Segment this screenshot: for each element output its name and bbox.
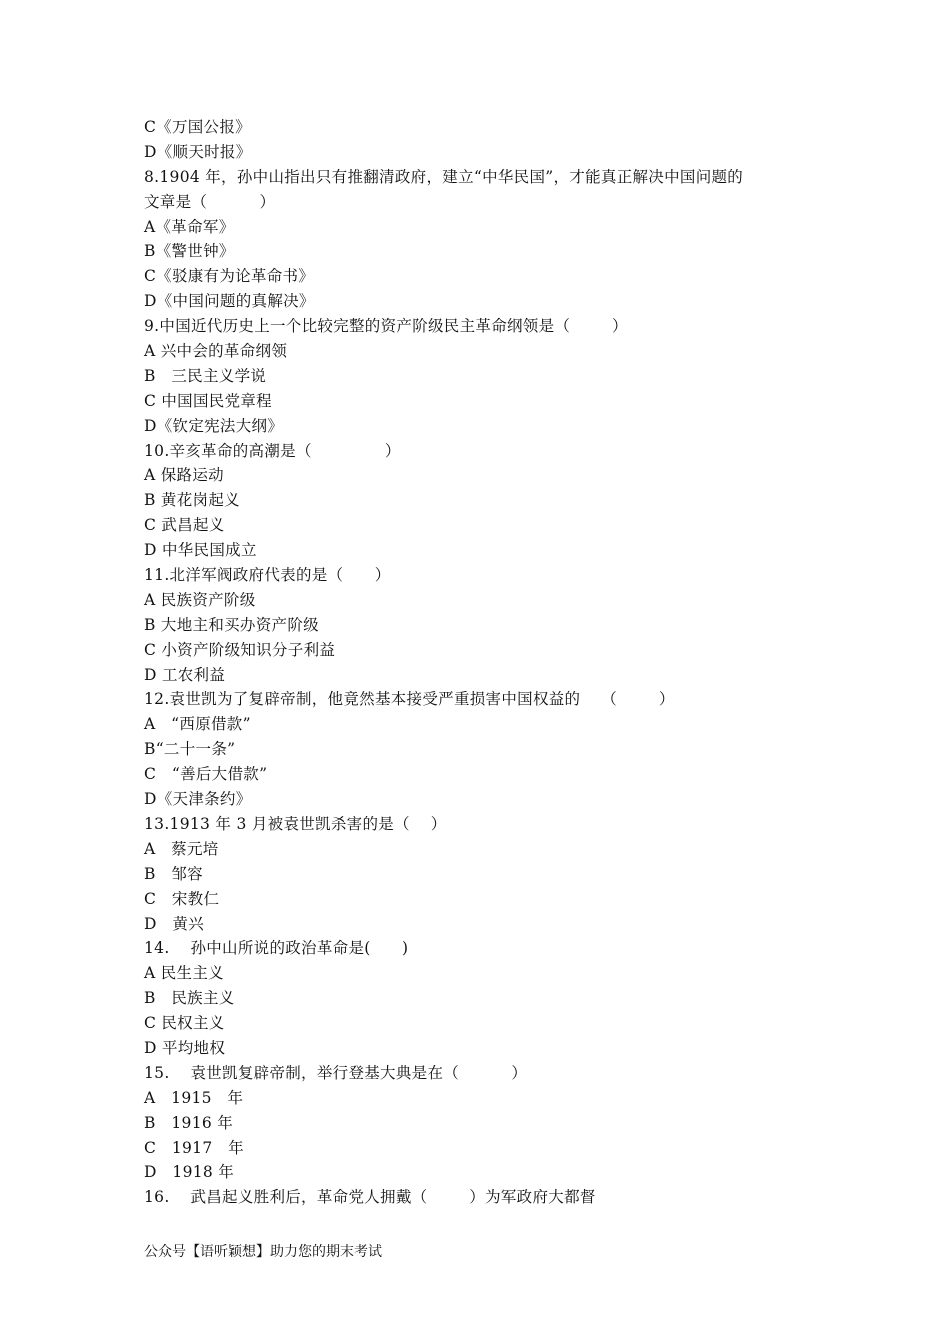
question-text-body <box>144 115 824 1210</box>
text-line: 9.中国近代历史上一个比较完整的资产阶级民主革命纲领是（ ） <box>144 317 628 336</box>
text-line: B 黄花岗起义 <box>144 491 240 510</box>
text-line: D《天津条约》 <box>144 790 252 809</box>
text-line: A《革命军》 <box>144 217 235 236</box>
text-line: C 民权主义 <box>144 1014 225 1033</box>
text-line: A “西原借款” <box>144 715 251 734</box>
text-line: B 民族主义 <box>144 989 235 1008</box>
text-line: C《驳康有为论革命书》 <box>144 267 315 286</box>
text-line: 14. 孙中山所说的政治革命是( ) <box>144 939 409 958</box>
text-line: B 大地主和买办资产阶级 <box>144 615 319 634</box>
text-line: A 民族资产阶级 <box>144 590 256 609</box>
text-line: B“二十一条” <box>144 740 236 759</box>
text-line: D 黄兴 <box>144 914 205 933</box>
text-line: B 三民主义学说 <box>144 366 267 385</box>
text-line: 13.1913 年 3 月被袁世凯杀害的是（ ） <box>144 814 447 833</box>
text-line: A 蔡元培 <box>144 839 219 858</box>
text-line: 文章是（ ） <box>144 192 276 211</box>
text-line: B 邹容 <box>144 864 203 883</box>
text-line: C 小资产阶级知识分子利益 <box>144 640 336 659</box>
text-line: 15. 袁世凯复辟帝制，举行登基大典是在（ ） <box>144 1063 528 1082</box>
text-line: B《警世钟》 <box>144 242 235 261</box>
text-line: C《万国公报》 <box>144 118 251 136</box>
text-line: D 1918 年 <box>144 1163 235 1182</box>
text-line: 11.北洋军阀政府代表的是（ ） <box>144 566 391 585</box>
text-line: A 兴中会的革命纲领 <box>144 342 288 361</box>
text-line: A 1915 年 <box>144 1088 244 1107</box>
text-line: C 1917 年 <box>144 1138 244 1157</box>
text-line: C 武昌起义 <box>144 516 225 535</box>
text-line: D《中国问题的真解决》 <box>144 292 315 311</box>
text-line: A 保路运动 <box>144 466 224 485</box>
text-line: 16. 武昌起义胜利后，革命党人拥戴（ ）为军政府大都督 <box>144 1188 596 1207</box>
text-line: 12.袁世凯为了复辟帝制，他竟然基本接受严重损害中国权益的 （ ） <box>144 690 675 709</box>
page-footer: 公众号【语听颖想】助力您的期末考试 <box>144 1244 382 1260</box>
text-line: D 平均地权 <box>144 1038 226 1057</box>
text-line: C “善后大借款” <box>144 765 268 784</box>
text-line: 8.1904 年，孙中山指出只有推翻清政府，建立“中华民国”，才能真正解决中国问题的 <box>144 167 744 186</box>
text-line: 10.辛亥革命的高潮是（ ） <box>144 441 401 460</box>
text-line: B 1916 年 <box>144 1113 234 1132</box>
text-line: D 工农利益 <box>144 665 226 684</box>
text-line: D《钦定宪法大纲》 <box>144 416 284 435</box>
text-line: C 宋教仁 <box>144 889 220 908</box>
text-line: D《顺天时报》 <box>144 142 252 161</box>
text-line: A 民生主义 <box>144 964 224 983</box>
text-line: D 中华民国成立 <box>144 541 257 560</box>
text-line: C 中国国民党章程 <box>144 391 272 410</box>
